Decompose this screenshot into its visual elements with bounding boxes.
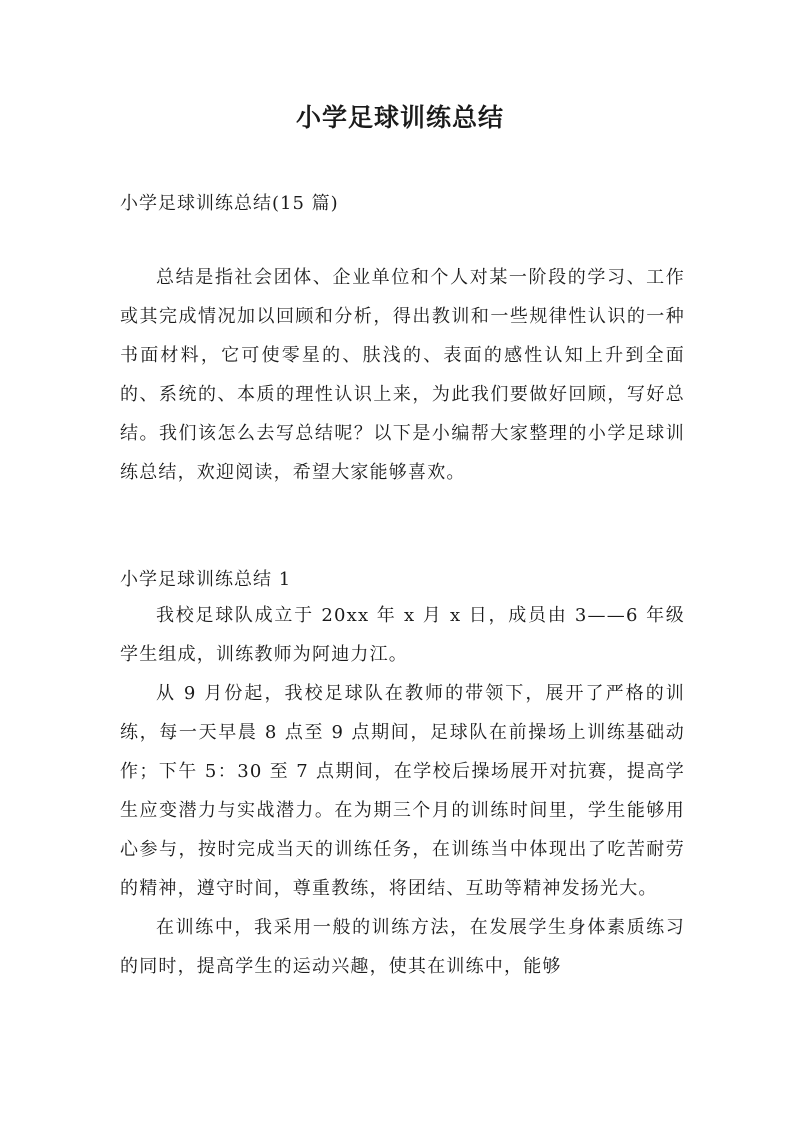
section-body	[120, 596, 685, 986]
intro-text: 总结是指社会团体、企业单位和个人对某一阶段的学习、工作或其完成情况加以回顾和分析，得出教训和一些规律性认识的一种书面材料，它可使零星的、肤浅的、表面的感性认知上升到全面的、系统的、本质的理性认识上来，为此我们要做好回顾，写好总结。我们该怎么去写总结呢？以下是小编帮大家整理的小学足球训练总结，欢迎阅读，希望大家能够喜欢。	[120, 267, 685, 483]
paragraph-2: 从 9 月份起，我校足球队在教师的带领下，展开了严格的训练，每一天早晨 8 点至 9 点期间，足球队在前操场上训练基础动作；下午 5：30 至 7 点期间，在学校后操场展开对抗赛，提高学生应变潜力与实战潜力。在为期三个月的训练时间里，学生能够用心参与，按时完成当天的训练任务，在训练当中体现出了吃苦耐劳的精神，遵守时间，尊重教练，将团结、互助等精神发扬光大。	[120, 683, 685, 899]
document-subtitle: 小学足球训练总结(15 篇)	[120, 193, 339, 214]
paragraph-3: 在训练中，我采用一般的训练方法，在发展学生身体素质练习的同时，提高学生的运动兴趣，使其在训练中，能够	[120, 917, 685, 977]
document-title: 小学足球训练总结	[295, 103, 504, 132]
intro-paragraph	[120, 258, 685, 492]
paragraph-1: 我校足球队成立于 20xx 年 x 月 x 日，成员由 3——6 年级学生组成，训练教师为阿迪力江。	[120, 605, 685, 665]
section-heading: 小学足球训练总结 1	[120, 569, 292, 590]
